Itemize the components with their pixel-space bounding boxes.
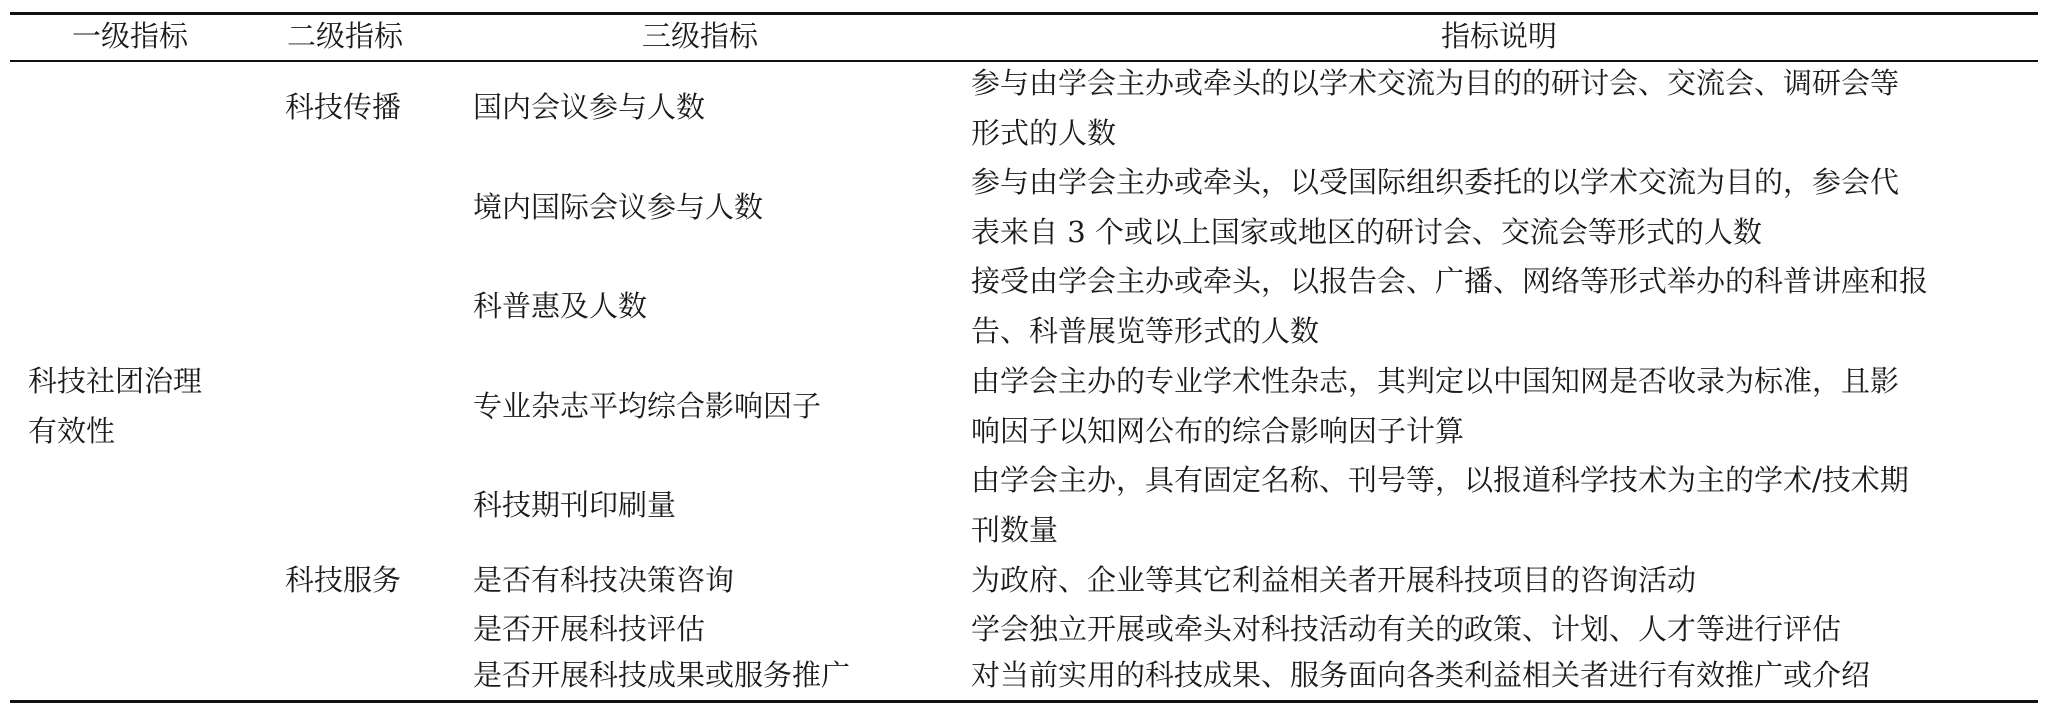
header-level2: 二级指标 (286, 19, 403, 53)
level3-indicator: 境内国际会议参与人数 (473, 190, 764, 224)
indicator-description (971, 555, 2031, 605)
description-line: 响因子以知网公布的综合影响因子计算 (971, 414, 1465, 448)
level3-indicator: 科技期刊印刷量 (473, 488, 677, 522)
indicator-description (971, 256, 2031, 356)
indicator-description (971, 157, 2031, 257)
description-line: 由学会主办，具有固定名称、刊号等，以报道科学技术为主的学术/技术期 (971, 463, 1909, 497)
level2-indicator-communication: 科技传播 (285, 90, 402, 124)
level1-line1: 科技社团治理 (28, 364, 203, 398)
header-level1: 一级指标 (71, 19, 188, 53)
indicator-description (971, 604, 2031, 654)
indicator-description (971, 58, 2031, 158)
description-line: 告、科普展览等形式的人数 (971, 314, 1320, 348)
description-line: 为政府、企业等其它利益相关者开展科技项目的咨询活动 (971, 563, 1697, 597)
level3-indicator: 是否开展科技评估 (473, 612, 706, 646)
level1-line2: 有效性 (28, 414, 116, 448)
indicator-description (971, 650, 2031, 700)
header-level3: 三级指标 (641, 19, 758, 53)
level3-indicator: 是否开展科技成果或服务推广 (473, 658, 851, 692)
level3-indicator: 科普惠及人数 (473, 289, 648, 323)
description-line: 表来自 3 个或以上国家或地区的研讨会、交流会等形式的人数 (971, 215, 1762, 249)
description-line: 参与由学会主办或牵头，以受国际组织委托的以学术交流为目的，参会代 (971, 165, 1900, 199)
indicator-description (971, 356, 2031, 456)
description-line: 接受由学会主办或牵头，以报告会、广播、网络等形式举办的科普讲座和报 (971, 264, 1929, 298)
description-line: 学会独立开展或牵头对科技活动有关的政策、计划、人才等进行评估 (971, 612, 1842, 646)
level3-indicator: 专业杂志平均综合影响因子 (473, 389, 822, 423)
level3-indicator: 国内会议参与人数 (473, 90, 706, 124)
description-line: 刊数量 (971, 513, 1059, 547)
level2-indicator-service: 科技服务 (285, 563, 402, 597)
indicator-table (10, 0, 2038, 720)
level1-indicator (28, 356, 202, 456)
description-line: 参与由学会主办或牵头的以学术交流为目的的研讨会、交流会、调研会等 (971, 66, 1900, 100)
description-line: 对当前实用的科技成果、服务面向各类利益相关者进行有效推广或介绍 (971, 658, 1871, 692)
indicator-description (971, 455, 2031, 555)
table-bottom-rule (10, 700, 2038, 703)
header-description: 指标说明 (1440, 19, 1557, 53)
level3-indicator: 是否有科技决策咨询 (473, 563, 735, 597)
description-line: 由学会主办的专业学术性杂志，其判定以中国知网是否收录为标准，且影 (971, 364, 1900, 398)
description-line: 形式的人数 (971, 116, 1117, 150)
